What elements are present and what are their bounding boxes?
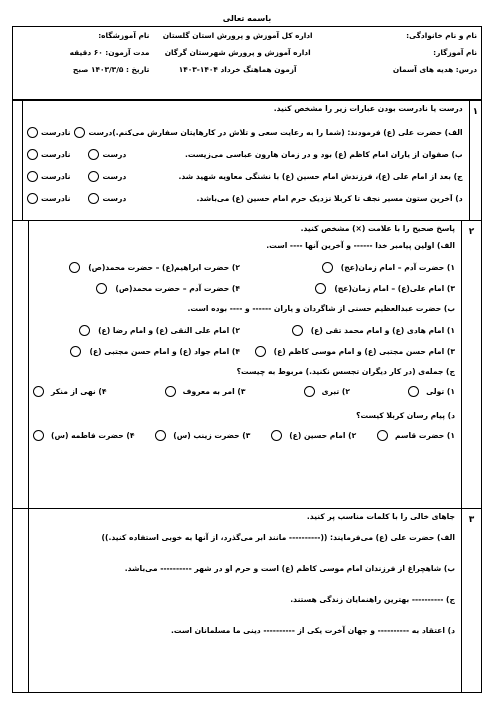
tf-options bbox=[27, 171, 126, 182]
false-label: نادرست bbox=[40, 149, 71, 159]
choice-item bbox=[248, 346, 455, 357]
tf-item bbox=[27, 121, 463, 143]
question-1 bbox=[13, 100, 481, 220]
choice-radio[interactable] bbox=[255, 346, 266, 357]
choice-item bbox=[248, 262, 455, 273]
choice-radio[interactable] bbox=[315, 283, 326, 294]
exam-page bbox=[12, 12, 482, 692]
choice-item bbox=[33, 386, 107, 397]
choice-radio[interactable] bbox=[292, 325, 303, 336]
choice-item bbox=[271, 430, 356, 441]
choices-a bbox=[33, 262, 455, 294]
subject-label: درس: هدیه های آسمان bbox=[392, 65, 477, 74]
tf-item bbox=[27, 143, 463, 165]
choice-label: ۱) حضرت آدم – امام زمان(عج) bbox=[340, 263, 455, 272]
true-radio[interactable] bbox=[88, 171, 99, 182]
choice-item bbox=[248, 283, 455, 294]
choice-radio[interactable] bbox=[33, 386, 44, 397]
school-name-field: نام آموزشگاه: bbox=[98, 31, 150, 40]
questions-table bbox=[12, 100, 482, 693]
choice-item bbox=[33, 325, 240, 336]
choice-radio[interactable] bbox=[408, 386, 419, 397]
bismillah-heading: باسمه تعالی bbox=[222, 14, 272, 23]
tf-item bbox=[27, 187, 463, 209]
choice-item bbox=[33, 262, 240, 273]
tf-statement: د) آخرین ستون مسیر نجف تا کربلا نزدیک حرم امام حسین (ع) می‌باشد. bbox=[196, 193, 463, 203]
exam-title: آزمون هماهنگ خرداد ۱۴۰۴-۱۴۰۳ bbox=[178, 65, 297, 74]
exam-date: تاریخ : ۱۴۰۳/۳/۵ صبح bbox=[72, 65, 150, 74]
true-label: درست bbox=[102, 193, 127, 203]
question-number: ۲ bbox=[461, 221, 481, 508]
score-column bbox=[13, 221, 29, 508]
true-radio[interactable] bbox=[88, 193, 99, 204]
choice-radio[interactable] bbox=[304, 386, 315, 397]
tf-item bbox=[27, 165, 463, 187]
exam-header bbox=[12, 26, 482, 100]
score-column bbox=[13, 101, 23, 220]
score-column bbox=[13, 509, 29, 692]
false-label: نادرست bbox=[40, 171, 71, 181]
tf-options bbox=[27, 149, 126, 160]
choice-label: ۱) تولی bbox=[426, 387, 455, 396]
true-label: درست bbox=[102, 171, 127, 181]
tf-statement: ج) بعد از امام علی (ع)، فرزندش امام حسین (ع) با نشنگی معاویه شهید شد. bbox=[178, 171, 463, 181]
sub-question-b: ب) حضرت عبدالعظیم حسنی از شاگردان و یاران ------ و ---- بوده است. bbox=[187, 304, 455, 313]
choice-label: ۲) حضرت ابراهیم(ع) – حضرت محمد(ص) bbox=[88, 263, 240, 272]
choice-radio[interactable] bbox=[155, 430, 166, 441]
choices-d bbox=[33, 430, 455, 441]
sub-question-d: د) پیام رسان کربلا کیست؟ bbox=[356, 411, 455, 420]
question-title: درست یا نادرست بودن عبارات زیر را مشخص کنید. bbox=[273, 104, 463, 113]
choice-label: ۴) امام جواد (ع) و امام حسن مجتبی (ع) bbox=[89, 347, 240, 356]
sub-question-c: ج) جمله‌ی (در کار دیگران تجسس نکنید.) مربوط به چیست؟ bbox=[236, 367, 455, 376]
question-number: ۳ bbox=[461, 509, 481, 692]
choice-label: ۲) امام حسین (ع) bbox=[289, 431, 357, 440]
choice-label: ۲) امام علی النقی (ع) و امام رضا (ع) bbox=[98, 326, 240, 335]
choice-radio[interactable] bbox=[33, 430, 44, 441]
choice-label: ۱) حضرت قاسم bbox=[395, 431, 455, 440]
choice-radio[interactable] bbox=[165, 386, 176, 397]
question-number: ۱ bbox=[469, 101, 481, 220]
true-radio[interactable] bbox=[88, 149, 99, 160]
fill-blank-item: د) اعتقاد به ---------- و جهان آخرت یکی از ---------- دینی ما مسلمانان است. bbox=[171, 626, 455, 635]
choice-radio[interactable] bbox=[79, 325, 90, 336]
false-radio[interactable] bbox=[27, 171, 38, 182]
question-body bbox=[23, 101, 469, 220]
choice-item bbox=[408, 386, 455, 397]
false-radio[interactable] bbox=[27, 193, 38, 204]
question-title: پاسخ صحیح را با علامت (×) مشخص کنید. bbox=[300, 224, 455, 233]
choice-label: ۲) تبری bbox=[321, 387, 350, 396]
question-body bbox=[29, 221, 461, 508]
true-label: درست bbox=[102, 149, 127, 159]
choice-label: ۴) حضرت فاطمه (س) bbox=[51, 431, 135, 440]
choice-label: ۳) حضرت زینب (س) bbox=[173, 431, 251, 440]
exam-duration: مدت آزمون: ۶۰ دقیقه bbox=[69, 48, 150, 57]
fill-blank-item: الف) حضرت علی (ع) می‌فرمایند: ((---------- مانند ابر می‌گذرد، از آنها به خوبی استفاده کنید.)) bbox=[101, 533, 455, 542]
false-radio[interactable] bbox=[27, 127, 38, 138]
choice-item bbox=[304, 386, 350, 397]
choice-label: ۴) حضرت آدم – حضرت محمد(ص) bbox=[115, 284, 240, 293]
student-name-field: نام و نام خانوادگی: bbox=[406, 31, 477, 40]
choice-label: ۴) نهی از منکر bbox=[51, 387, 107, 396]
choice-radio[interactable] bbox=[70, 346, 81, 357]
provincial-office: اداره کل آموزش و پرورش استان گلستان bbox=[162, 31, 313, 40]
choice-item bbox=[33, 283, 240, 294]
tf-statement: الف) حضرت علی (ع) فرمودند: (شما را به رعایت سعی و تلاش در کارهایتان سفارش می‌کنم.) bbox=[112, 127, 463, 137]
header-organization bbox=[153, 27, 321, 99]
choice-label: ۱) امام هادی (ع) و امام محمد تقی (ع) bbox=[310, 326, 455, 335]
tf-options bbox=[27, 193, 126, 204]
choice-radio[interactable] bbox=[271, 430, 282, 441]
question-title: جاهای خالی را با کلمات مناسب پر کنید. bbox=[306, 512, 455, 521]
choice-radio[interactable] bbox=[69, 262, 80, 273]
choices-b bbox=[33, 325, 455, 357]
true-radio[interactable] bbox=[74, 127, 85, 138]
tf-options bbox=[27, 127, 112, 138]
choice-item bbox=[248, 325, 455, 336]
question-3 bbox=[13, 508, 481, 692]
choice-item bbox=[33, 430, 134, 441]
header-exam-info bbox=[13, 27, 153, 99]
sub-question-a: الف) اولین پیامبر خدا ------ و آخرین آنها ---- است. bbox=[266, 241, 455, 250]
fill-blank-item: ب) شاهچراغ از فرزندان امام موسی کاظم (ع) است و حرم او در شهر ---------- می‌باشد. bbox=[124, 564, 455, 573]
question-2 bbox=[13, 220, 481, 508]
choice-label: ۳) امر به معروف bbox=[182, 387, 246, 396]
city-office: اداره آموزش و پرورش شهرستان گرگان bbox=[164, 48, 311, 57]
false-radio[interactable] bbox=[27, 149, 38, 160]
fill-blank-item: ج) ---------- بهترین راهنمایان زندگی هستند. bbox=[290, 595, 455, 604]
choice-label: ۳) امام حسن مجتبی (ع) و امام موسی کاظم (ع) bbox=[273, 347, 455, 356]
choice-item bbox=[33, 346, 240, 357]
choice-radio[interactable] bbox=[96, 283, 107, 294]
true-label: درست bbox=[88, 127, 113, 137]
teacher-name-field: نام آموزگار: bbox=[433, 48, 477, 57]
false-label: نادرست bbox=[40, 193, 71, 203]
choices-c bbox=[33, 386, 455, 397]
false-label: نادرست bbox=[40, 127, 71, 137]
header-student-info bbox=[322, 27, 481, 99]
choice-item bbox=[165, 386, 246, 397]
question-body bbox=[29, 509, 461, 692]
choice-item bbox=[377, 430, 455, 441]
choice-label: ۳) امام علی(ع) – امام زمان(عج) bbox=[334, 284, 455, 293]
choice-radio[interactable] bbox=[377, 430, 388, 441]
tf-statement: ب) صفوان از یاران امام کاظم (ع) بود و در زمان هارون عباسی می‌زیست. bbox=[185, 149, 463, 159]
choice-item bbox=[155, 430, 250, 441]
choice-radio[interactable] bbox=[322, 262, 333, 273]
